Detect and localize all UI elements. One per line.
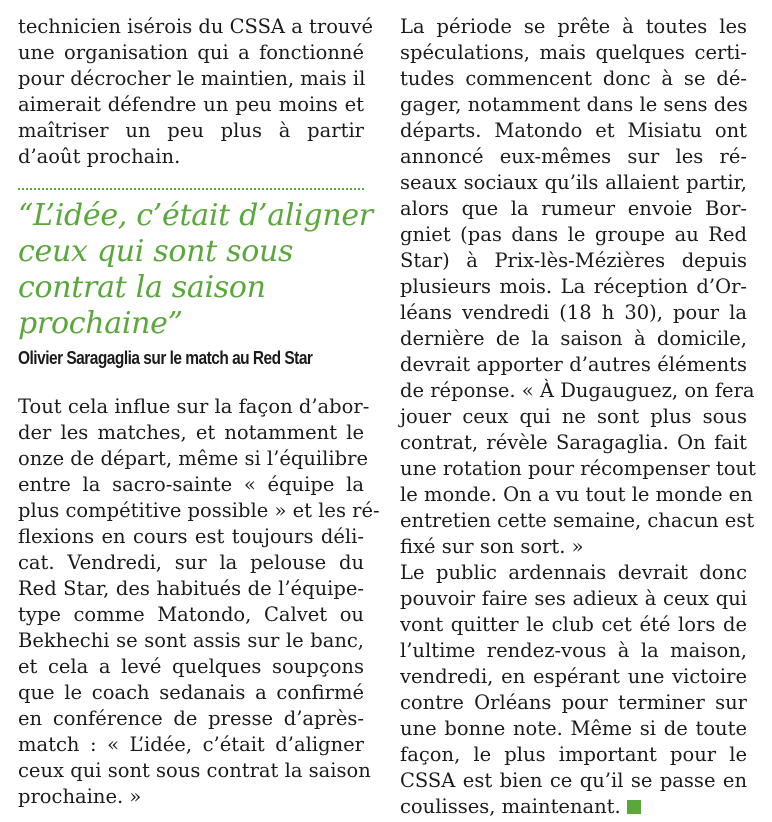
text-line: plus compétitive possible » et les ré-	[18, 499, 380, 522]
text-line: vont quitter le club cet été lors de	[400, 613, 747, 636]
text-line: de réponse. « À Dugauguez, on fera	[400, 379, 755, 402]
text-line: prochaine. »	[18, 785, 142, 808]
text-line: type comme Matondo, Calvet ou	[18, 603, 364, 626]
text-line: jouer ceux qui ne sont plus sous	[400, 405, 747, 428]
final-text: coulisses, maintenant.	[400, 795, 621, 818]
pull-quote	[18, 198, 373, 372]
text-line: Tout cela influe sur la façon d’abor-	[18, 395, 370, 418]
text-line: CSSA est bien ce qu’il se passe en	[400, 769, 747, 792]
text-line: l’ultime rendez-vous à la maison,	[400, 639, 747, 662]
right-column	[400, 14, 756, 820]
paragraph-farewell	[400, 560, 747, 820]
quote-attribution: Olivier Saragaglia sur le match au Red Star	[18, 348, 313, 368]
text-line: en conférence de presse d’après-	[18, 707, 364, 730]
text-line: fixé sur son sort. »	[400, 535, 584, 558]
paragraph-departures	[400, 14, 756, 560]
paragraph-gap	[18, 372, 364, 394]
text-line: façon, le plus important pour le	[400, 743, 747, 766]
text-line: devrait apporter d’autres éléments	[400, 353, 747, 376]
text-line: pour décrocher le maintien, mais il	[18, 67, 366, 90]
text-line: Bekhechi se sont assis sur le banc,	[18, 629, 364, 652]
text-line: flexions en cours est toujours déli-	[18, 525, 364, 548]
text-line: dernière de la saison à domicile,	[400, 327, 747, 350]
text-line: Star) à Prix-lès-Mézières depuis	[400, 249, 747, 272]
text-line: contrat, révèle Saragaglia. On fait	[400, 431, 747, 454]
text-line: départs. Matondo et Misiatu ont	[400, 119, 747, 142]
text-line-final	[400, 794, 747, 820]
text-line: gniet (pas dans le groupe au Red	[400, 223, 747, 246]
text-line: contre Orléans pour terminer sur	[400, 691, 747, 714]
pull-quote-line: contrat la saison	[18, 270, 266, 305]
text-line: spéculations, mais quelques certi-	[400, 41, 747, 64]
text-line: ceux qui sont sous contrat la saison	[18, 759, 371, 782]
text-line: onze de départ, même si l’équilibre	[18, 447, 368, 470]
text-line: une organisation qui a fonctionné	[18, 41, 364, 64]
text-line: alors que la rumeur envoie Bor-	[400, 197, 747, 220]
text-line: technicien isérois du CSSA a trouvé	[18, 15, 374, 38]
text-line: léans vendredi (18 h 30), pour la	[400, 301, 747, 324]
text-line: tudes commencent donc à se dé-	[400, 67, 747, 90]
text-line: seaux sociaux qu’ils allaient partir,	[400, 171, 747, 194]
intro-paragraph	[18, 14, 374, 170]
text-line: une bonne note. Même si de toute	[400, 717, 747, 740]
text-line: Le public ardennais devrait donc	[400, 561, 747, 584]
text-line: une rotation pour récompenser tout	[400, 457, 756, 480]
pull-quote-line: ceux qui sont sous	[18, 234, 294, 269]
text-line: match : « L’idée, c’était d’aligner	[18, 733, 364, 756]
text-line: pouvoir faire ses adieux à ceux qui	[400, 587, 747, 610]
text-line: Red Star, des habitués de l’équipe-	[18, 577, 364, 600]
text-line: maîtriser un peu plus à partir	[18, 119, 364, 142]
text-line: que le coach sedanais a confirmé	[18, 681, 364, 704]
text-line: vendredi, en espérant une victoire	[400, 665, 747, 688]
text-line: d’août prochain.	[18, 145, 181, 168]
text-line: le monde. On a vu tout le monde en	[400, 483, 753, 506]
text-line: aimerait défendre un peu moins et	[18, 93, 364, 116]
text-line: plusieurs mois. La réception d’Or-	[400, 275, 747, 298]
text-line: entre la sacro-sainte « équipe la	[18, 473, 364, 496]
text-line: gager, notamment dans le sens des	[400, 93, 748, 116]
pull-quote-line: prochaine”	[18, 306, 183, 341]
left-column	[18, 14, 380, 810]
text-line: La période se prête à toutes les	[400, 15, 747, 38]
text-line: annoncé eux-mêmes sur les ré-	[400, 145, 747, 168]
pull-quote-line: “L’idée, c’était d’aligner	[18, 198, 373, 233]
text-line: et cela a levé quelques soupçons	[18, 655, 364, 678]
body-paragraph	[18, 394, 380, 810]
dotted-separator	[18, 188, 364, 190]
text-line: der les matches, et notamment le	[18, 421, 364, 444]
end-of-article-square-icon	[627, 800, 641, 814]
text-line: entretien cette semaine, chacun est	[400, 509, 755, 532]
text-line: cat. Vendredi, sur la pelouse du	[18, 551, 364, 574]
